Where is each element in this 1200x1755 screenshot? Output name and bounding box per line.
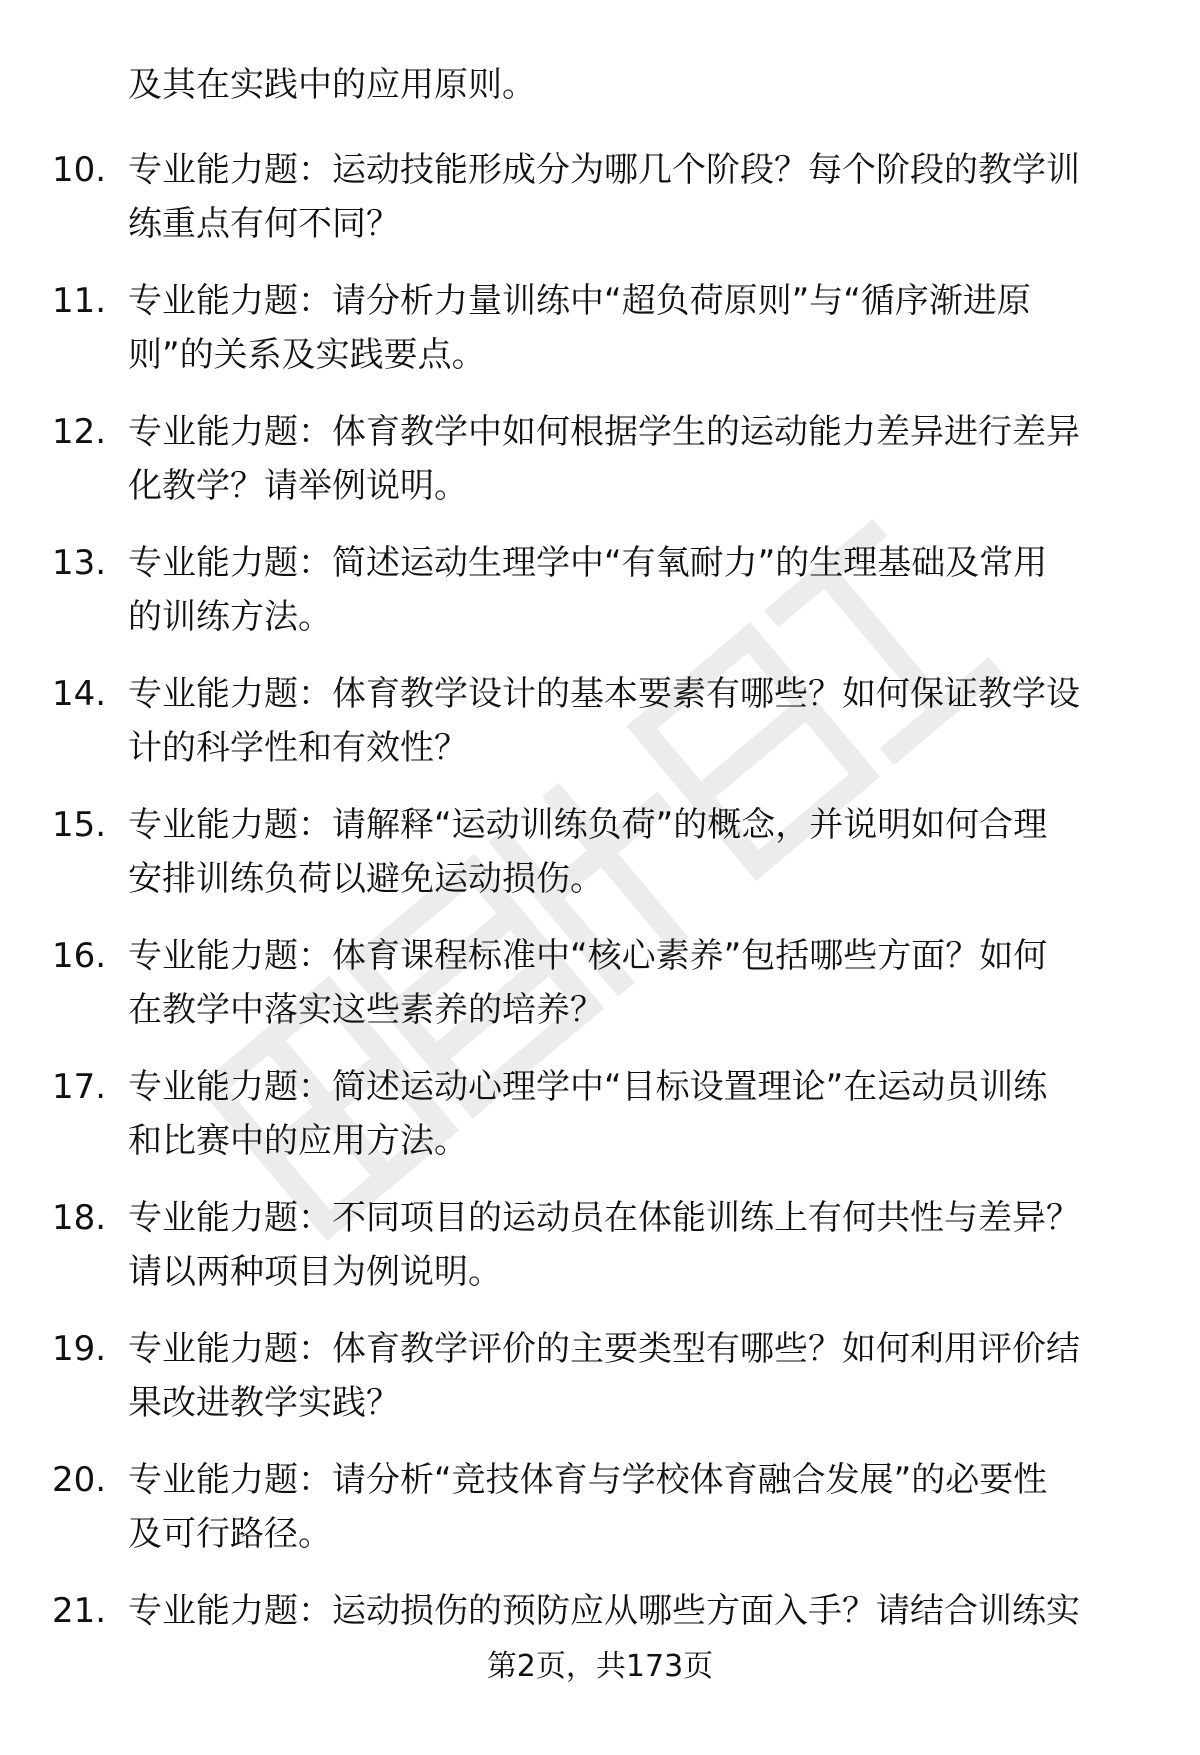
question-item [0, 536, 1200, 667]
question-text [128, 929, 1138, 1037]
question-line: 专业能力题：请分析“竞技体育与学校体育融合发展”的必要性 [128, 1460, 1048, 1500]
question-line: 专业能力题：体育教学设计的基本要素有哪些？如何保证教学设 [128, 674, 1080, 714]
question-line: 在教学中落实这些素养的培养？ [128, 990, 604, 1030]
question-text [128, 143, 1138, 251]
question-line: 专业能力题：简述运动生理学中“有氧耐力”的生理基础及常用 [128, 543, 1048, 583]
question-line: 和比赛中的应用方法。 [128, 1121, 468, 1161]
question-item [0, 667, 1200, 798]
question-line: 练重点有何不同？ [128, 204, 400, 244]
question-line: 专业能力题：体育课程标准中“核心素养”包括哪些方面？如何 [128, 936, 1048, 976]
question-text [128, 1584, 1138, 1638]
question-text [128, 798, 1138, 906]
question-line: 专业能力题：简述运动心理学中“目标设置理论”在运动员训练 [128, 1067, 1048, 1107]
question-number: 19. [52, 1329, 107, 1369]
question-number: 11. [52, 281, 107, 321]
question-line: 则”的关系及实践要点。 [128, 335, 486, 375]
question-line: 专业能力题：请解释“运动训练负荷”的概念，并说明如何合理 [128, 805, 1048, 845]
question-number: 13. [52, 543, 107, 583]
question-line: 专业能力题：请分析力量训练中“超负荷原则”与“循序渐进原 [128, 281, 1031, 321]
question-item [0, 1322, 1200, 1453]
question-number: 21. [52, 1591, 107, 1631]
question-number: 17. [52, 1067, 107, 1107]
question-number: 14. [52, 674, 107, 714]
question-line: 果改进教学实践？ [128, 1383, 400, 1423]
question-text [128, 405, 1138, 513]
question-text [128, 274, 1138, 382]
question-number: 20. [52, 1460, 107, 1500]
question-text [128, 536, 1138, 644]
question-number: 16. [52, 936, 107, 976]
question-number: 12. [52, 412, 107, 452]
question-item [0, 1453, 1200, 1584]
question-line: 专业能力题：不同项目的运动员在体能训练上有何共性与差异？ [128, 1198, 1080, 1238]
question-item [0, 1060, 1200, 1191]
question-item [0, 274, 1200, 405]
question-text [128, 1060, 1138, 1168]
question-line: 安排训练负荷以避免运动损伤。 [128, 859, 604, 899]
question-item [0, 405, 1200, 536]
question-text [128, 1191, 1138, 1299]
question-line: 的训练方法。 [128, 597, 332, 637]
question-item [0, 143, 1200, 274]
question-line: 专业能力题：体育教学评价的主要类型有哪些？如何利用评价结 [128, 1329, 1080, 1369]
question-text [128, 1322, 1138, 1430]
question-line: 专业能力题：运动损伤的预防应从哪些方面入手？请结合训练实 [128, 1591, 1080, 1631]
question-line: 化教学？请举例说明。 [128, 466, 468, 506]
question-number: 10. [52, 150, 107, 190]
question-item [0, 929, 1200, 1060]
question-text [128, 1453, 1138, 1561]
page-footer: 第2页，共173页 [486, 1649, 714, 1684]
question-item [0, 798, 1200, 929]
question-number: 18. [52, 1198, 107, 1238]
question-list [0, 143, 1200, 1715]
question-number: 15. [52, 805, 107, 845]
question-text [128, 667, 1138, 775]
question-line: 及可行路径。 [128, 1514, 332, 1554]
question-line: 计的科学性和有效性？ [128, 728, 468, 768]
question-line: 专业能力题：体育教学中如何根据学生的运动能力差异进行差异 [128, 412, 1080, 452]
question-line: 请以两种项目为例说明。 [128, 1252, 502, 1292]
question-item [0, 1191, 1200, 1322]
continuation-text: 及其在实践中的应用原则。 [128, 65, 536, 105]
question-line: 专业能力题：运动技能形成分为哪几个阶段？每个阶段的教学训 [128, 150, 1080, 190]
